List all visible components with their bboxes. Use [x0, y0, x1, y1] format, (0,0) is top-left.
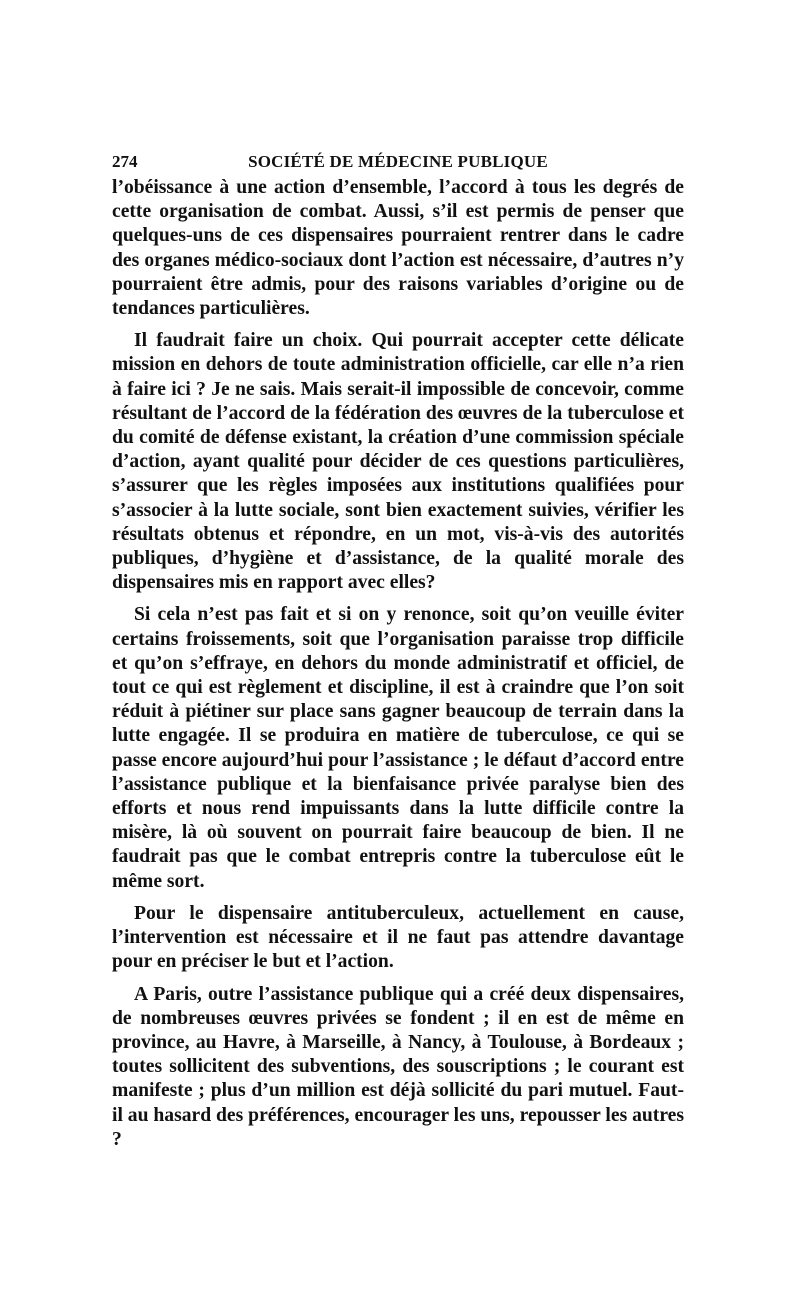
book-page [112, 150, 684, 1160]
page-header [112, 150, 684, 176]
paragraph-3: Si cela n’est pas fait et si on y renonce, soit qu’on veuille éviter certains froissements, soit que l’organisation paraisse trop difficile et qu’on s’effraye, en dehors du monde administratif et officiel, de tout ce qui est règlement et discipline, il est à craindre que l’on soit réduit à piétiner sur place sans gagner beaucoup de terrain dans la lutte engagée. Il se produira en matière de tuberculose, ce qui se passe encore aujourd’hui pour l’assistance ; le défaut d’accord entre l’assistance publique et la bienfaisance privée paralyse bien des efforts et nous rend impuissants dans la lutte difficile contre la misère, là où souvent on pourrait faire beaucoup de bien. Il ne faudrait pas que le combat entrepris contre la tuberculose eût le même sort. [112, 604, 684, 892]
page-number: 274 [112, 152, 138, 171]
running-title: SOCIÉTÉ DE MÉDECINE PUBLIQUE [248, 152, 548, 171]
paragraph-5: A Paris, outre l’assistance publique qui a créé deux dispensaires, de nombreuses œuvres privées se fondent ; il en est de même en province, au Havre, à Marseille, à Nancy, à Toulouse, à Bordeaux ; toutes sollicitent des subventions, des souscriptions ; le courant est manifeste ; plus d’un million est déjà sollicité du pari mutuel. Faut-il au hasard des préférences, encourager les uns, repousser les autres ? [112, 983, 684, 1150]
paragraph-4: Pour le dispensaire antituberculeux, actuellement en cause, l’intervention est nécessaire et il ne faut pas attendre davantage pour en préciser le but et l’action. [112, 902, 684, 973]
paragraph-1: l’obéissance à une action d’ensemble, l’accord à tous les degrés de cette organisation de combat. Aussi, s’il est permis de penser que quelques-uns de ces dispensaires pourraient rentrer dans le cadre des organes médico-sociaux dont l’action est nécessaire, d’autres n’y pourraient être admis, pour des raisons variables d’origine ou de tendances particulières. [112, 177, 684, 320]
paragraph-2: Il faudrait faire un choix. Qui pourrait accepter cette délicate mission en dehors de toute administration officielle, car elle n’a rien à faire ici ? Je ne sais. Mais serait-il impossible de concevoir, comme résultant de l’accord de la fédération des œuvres de la tuberculose et du comité de défense existant, la création d’une commission spéciale d’action, ayant qualité pour décider de ces questions particulières, s’assurer que les règles imposées aux institutions qualifiées pour s’associer à la lutte sociale, sont bien exactement suivies, vérifier les résultats obtenus et répondre, en un mot, vis-à-vis des autorités publiques, d’hygiène et d’assistance, de la qualité morale des dispensaires mis en rapport avec elles? [112, 330, 684, 594]
